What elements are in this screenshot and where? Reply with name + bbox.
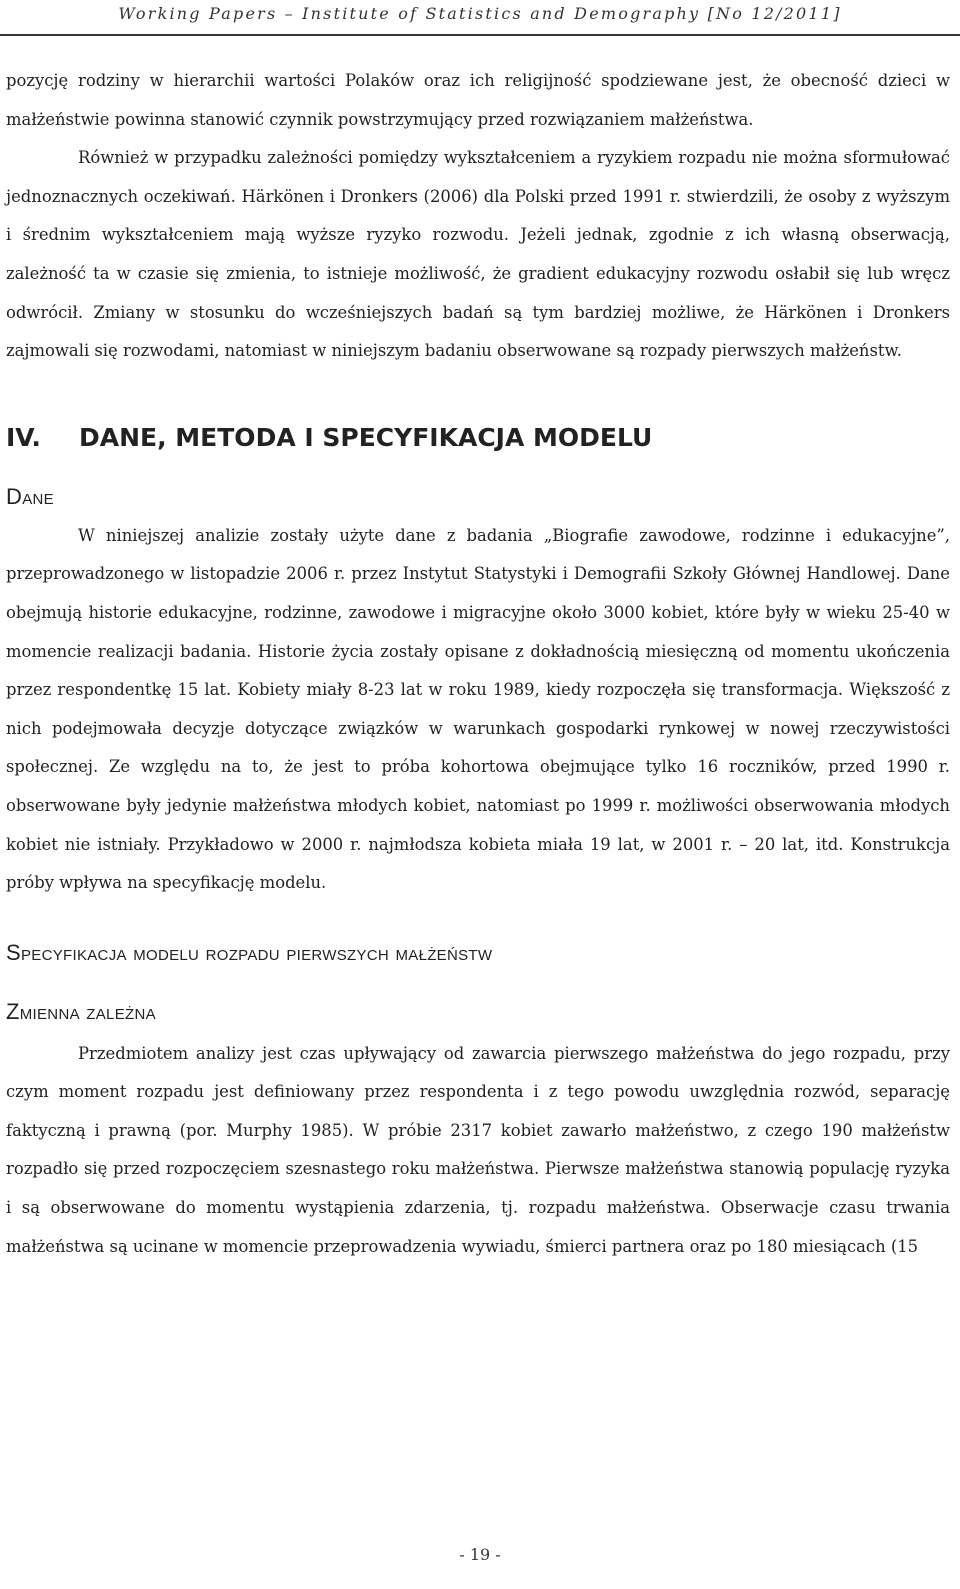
- body-paragraph: pozycję rodziny w hierarchii wartości Polaków oraz ich religijność spodziewane jest, że obecność dzieci w małżeństwie powinna stanowić czynnik powstrzymujący przed rozwiązaniem małżeństwa.: [6, 71, 950, 129]
- subheading-specyfikacja: Specyfikacja modelu rozpadu pierwszych małżeństw: [6, 939, 493, 965]
- body-paragraph: W niniejszej analizie zostały użyte dane z badania „Biografie zawodowe, rodzinne i edukacyjne”, przeprowadzonego w listopadzie 2006 r. przez Instytut Statystyki i Demografii Szkoły Głównej Handlowej. Dane obejmują historie edukacyjne, rodzinne, zawodowe i migracyjne około 3000 kobiet, które były w wieku 25-40 w momencie realizacji badania. Historie życia zostały opisane z dokładnością miesięczną od momentu ukończenia przez respondentkę 15 lat. Kobiety miały 8-23 lat w roku 1989, kiedy rozpoczęła się transformacja. Większość z nich podejmowała decyzje dotyczące związków w warunkach gospodarki rynkowej w nowej rzeczywistości społecznej. Ze względu na to, że jest to próba kohortowa obejmujące tylko 16 roczników, przed 1990 r. obserwowane były jedynie małżeństwa młodych kobiet, natomiast po 1999 r. możliwości obserwowania młodych kobiet nie istniały. Przykładowo w 2000 r. najmłodsza kobieta miała 19 lat, w 2001 r. – 20 lat, itd. Konstrukcja próby wpływa na specyfikację modelu.: [6, 525, 950, 893]
- page-body: [6, 62, 950, 1266]
- body-paragraph: Również w przypadku zależności pomiędzy wykształceniem a ryzykiem rozpadu nie można sformułować jednoznacznych oczekiwań. Härkönen i Dronkers (2006) dla Polski przed 1991 r. stwierdzili, że osoby z wyższym i średnim wykształceniem mają wyższe ryzyko rozwodu. Jeżeli jednak, zgodnie z ich własną obserwacją, zależność ta w czasie się zmienia, to istnieje możliwość, że gradient edukacyjny rozwodu osłabił się lub wręcz odwrócił. Zmiany w stosunku do wcześniejszych badań są tym bardziej możliwe, że Härkönen i Dronkers zajmowali się rozwodami, natomiast w niniejszym badaniu obserwowane są rozpady pierwszych małżeństw.: [6, 148, 950, 361]
- running-header-title: Working Papers – Institute of Statistics and Demography [No 12/2011]: [118, 4, 842, 23]
- page-number: - 19 -: [459, 1545, 501, 1564]
- header-rule: [0, 34, 960, 36]
- page-header: [0, 0, 960, 32]
- subheading-dane: Dane: [6, 483, 54, 509]
- subheading-zmienna-zalezna: Zmienna zależna: [6, 998, 156, 1024]
- section-number: IV.: [6, 422, 41, 452]
- section-title: DANE, METODA I SPECYFIKACJA MODELU: [79, 422, 653, 452]
- body-paragraph: Przedmiotem analizy jest czas upływający od zawarcia pierwszego małżeństwa do jego rozpadu, przy czym moment rozpadu jest definiowany przez respondenta i z tego powodu uwzględnia rozwód, separację faktyczną i prawną (por. Murphy 1985). W próbie 2317 kobiet zawarło małżeństwo, z czego 190 małżeństw rozpadło się przed rozpoczęciem szesnastego roku małżeństwa. Pierwsze małżeństwa stanowią populację ryzyka i są obserwowane do momentu wystąpienia zdarzenia, tj. rozpadu małżeństwa. Obserwacje czasu trwania małżeństwa są ucinane w momencie przeprowadzenia wywiadu, śmierci partnera oraz po 180 miesiącach (15: [6, 1043, 950, 1256]
- section-heading: [6, 409, 950, 467]
